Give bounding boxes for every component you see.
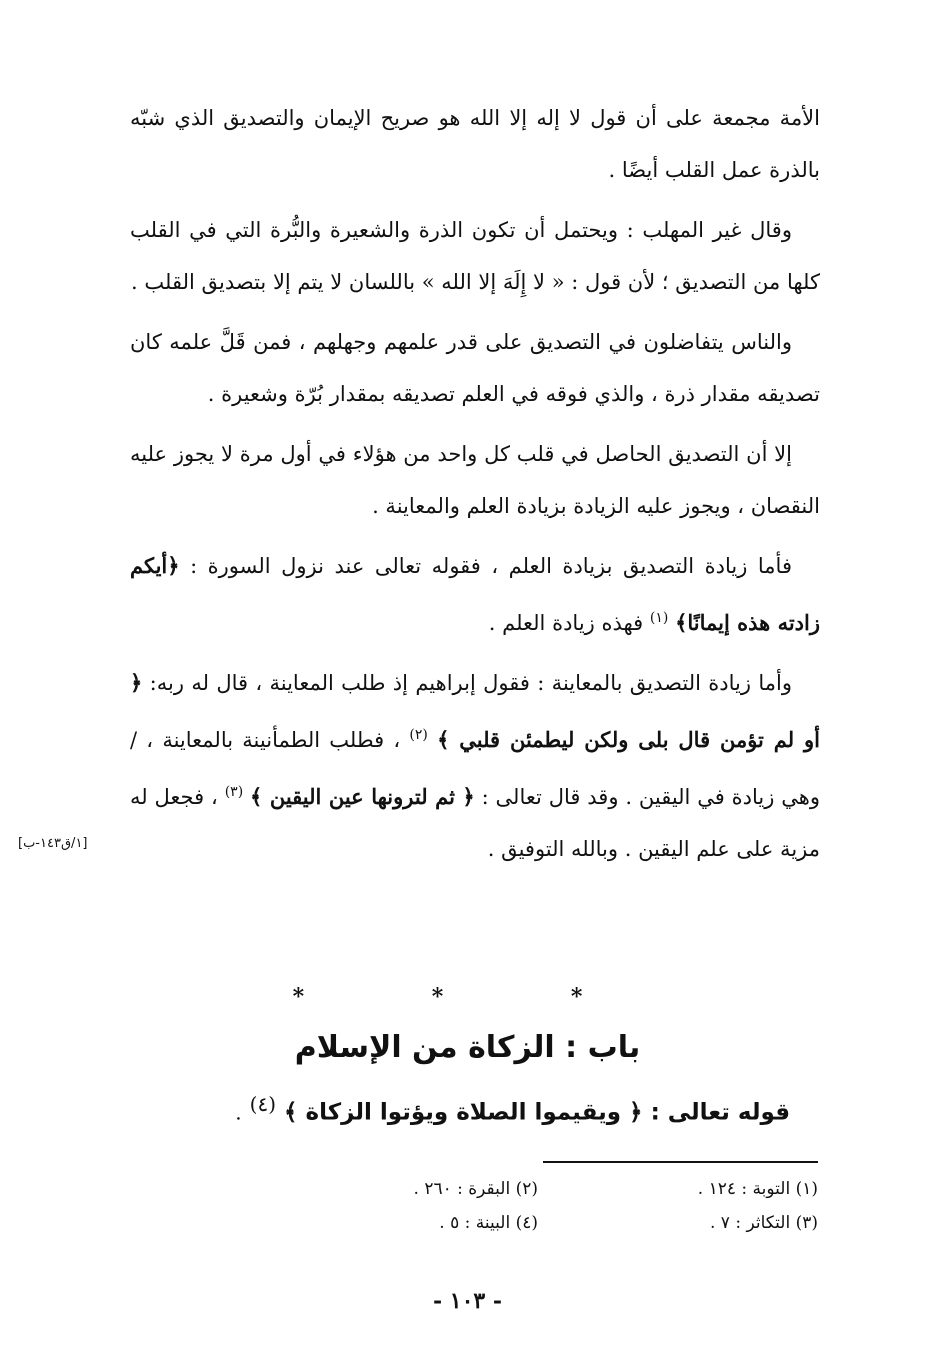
paragraph-1: الأمة مجمعة على أن قول لا إله إلا الله هو صريح الإيمان والتصديق الذي شبّه بالذرة عمل القلب أيضًا . — [130, 106, 820, 182]
paragraph-6 — [130, 657, 820, 875]
paragraph-4: إلا أن التصديق الحاصل في قلب كل واحد من هؤلاء في أول مرة لا يجوز عليه النقصان ، ويجوز عليه الزيادة بزيادة العلم والمعاينة . — [130, 442, 820, 518]
p5-tail: فهذه زيادة العلم . — [488, 611, 644, 635]
footnote-ref-1: (١) — [649, 610, 669, 626]
paragraph-5 — [130, 540, 820, 649]
body-text — [130, 92, 820, 883]
p6-part2: ، فطلب الطمأنينة بالمعاينة ، / وهي زيادة في اليقين . وقد قال تعالى : — [130, 728, 820, 809]
footnote-1: (١) التوبة : ١٢٤ . — [697, 1179, 818, 1199]
p6-part3: ، فجعل له مزية على علم اليقين . وبالله التوفيق . — [130, 785, 820, 861]
manuscript-margin-note: [١/ق١٤٣-ب] — [18, 836, 88, 851]
footnotes — [298, 1172, 818, 1240]
p5-verse: ﴿أيكم زادته هذه إيمانًا﴾ — [130, 553, 820, 635]
footnote-4: (٤) البينة : ٥ . — [439, 1213, 538, 1233]
footnote-ref-3: (٣) — [224, 784, 244, 800]
footnote-2: (٢) البقرة : ٢٦٠ . — [413, 1179, 538, 1199]
verse-end: . — [235, 1100, 242, 1125]
paragraph-2: وقال غير المهلب : ويحتمل أن تكون الذرة والشعيرة والبُّرة التي في القلب كلها من التصديق ؛ لأن قول : « لا إِلَهَ إلا الله » باللسان لا يتم إلا بتصديق القلب . — [130, 218, 820, 294]
page-number: - ١٠٣ - — [432, 1288, 503, 1314]
verse-prefix: قوله تعالى : — [650, 1099, 790, 1126]
chapter-title: باب : الزكاة من الإسلام — [294, 1030, 641, 1065]
verse-text: ﴿ ويقيموا الصلاة ويؤتوا الزكاة ﴾ — [284, 1099, 643, 1126]
footnote-divider — [543, 1161, 818, 1163]
p6-verse1: ﴿ أو لم تؤمن قال بلى ولكن ليطمئن قلبي ﴾ — [130, 670, 820, 752]
footnote-ref-2: (٢) — [409, 727, 428, 743]
footnote-ref-4: (٤) — [249, 1092, 276, 1116]
paragraph-3: والناس يتفاضلون في التصديق على قدر علمهم وجهلهم ، فمن قَلَّ علمه كان تصديقه مقدار ذرة ، والذي فوقه في العلم تصديقه بمقدار بُرّة وشعيرة . — [130, 330, 820, 406]
section-separator: * * * — [292, 984, 643, 1010]
footnote-3: (٣) التكاثر : ٧ . — [709, 1213, 818, 1233]
p6-verse2: ﴿ ثم لترونها عين اليقين ﴾ — [250, 784, 475, 809]
p5-intro: فأما زيادة التصديق بزيادة العلم ، فقوله تعالى عند نزول السورة : — [190, 554, 792, 578]
p6-part1: وأما زيادة التصديق بالمعاينة : فقول إبراهيم إذ طلب المعاينة ، قال له ربه: — [149, 671, 792, 695]
chapter-verse-line — [140, 1092, 790, 1126]
